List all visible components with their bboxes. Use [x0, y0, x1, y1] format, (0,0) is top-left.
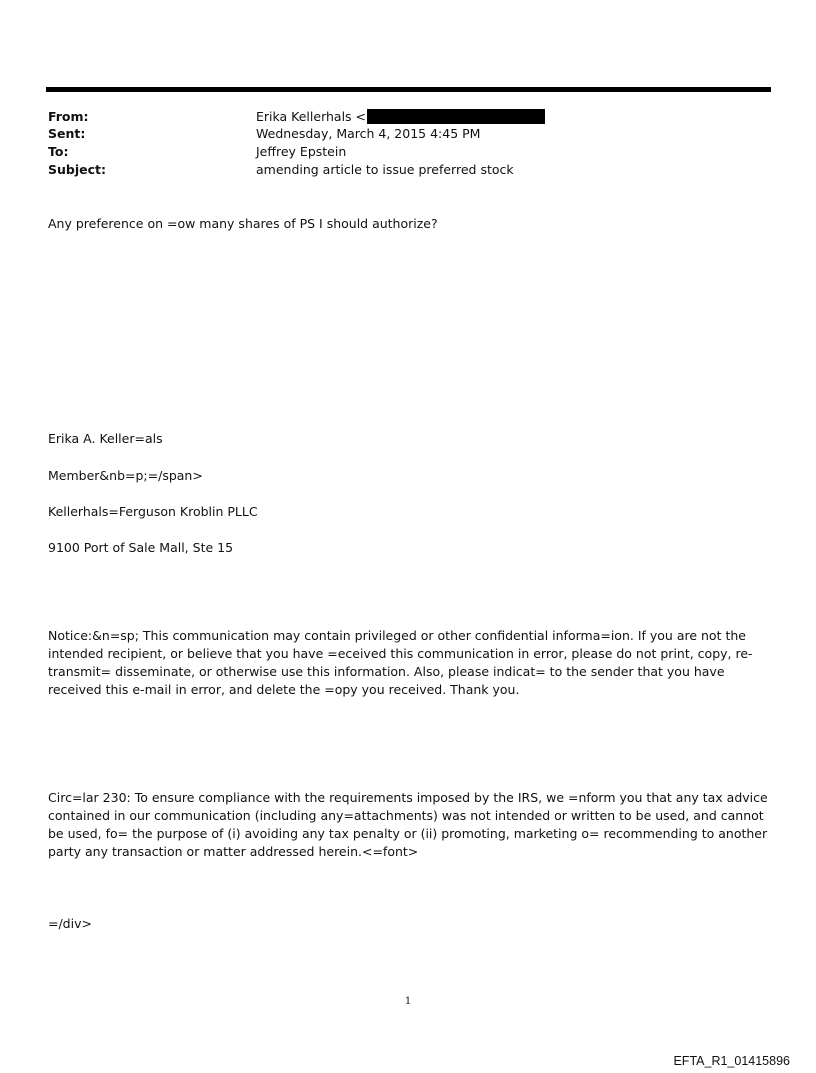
signature-title: Member&nb=p;=/span>: [48, 468, 203, 483]
subject-value: amending article to issue preferred stock: [256, 162, 514, 177]
signature-firm: Kellerhals=Ferguson Kroblin PLLC: [48, 504, 258, 519]
to-label: To:: [48, 144, 69, 159]
sent-value: Wednesday, March 4, 2015 4:45 PM: [256, 126, 481, 141]
to-value: Jeffrey Epstein: [256, 144, 347, 159]
subject-label: Subject:: [48, 162, 106, 177]
confidentiality-notice: Notice:&n=sp; This communication may contain privileged or other confidential informa=ion. If you are not the intended recipient, or believe that you have =eceived this communication in error, please do not print, copy, re-transmit= disseminate, or otherwise use this information. Also, please indicat= to the sender that you have received this e-mail in error, and delete the =opy you received. Thank you.: [48, 628, 753, 697]
trailing-markup: =/div>: [48, 916, 92, 931]
page-number: 1: [404, 996, 412, 1007]
sender-name: Erika Kellerhals <: [256, 109, 366, 124]
circular-230-disclaimer: Circ=lar 230: To ensure compliance with the requirements imposed by the IRS, we =nform you that any tax advice contained in our communication (including any=attachments) was not intended or written to be used, and cannot be used, fo= the purpose of (i) avoiding any tax penalty or (ii) promoting, marketing o= recommending to another party any transaction or matter addressed herein.<=font>: [48, 790, 768, 859]
message-question: Any preference on =ow many shares of PS I should authorize?: [48, 216, 438, 231]
signature-address: 9100 Port of Sale Mall, Ste 15: [48, 540, 234, 555]
document-id: EFTA_R1_01415896: [673, 1054, 790, 1068]
from-value: [256, 108, 545, 126]
redaction-bar: [367, 109, 545, 124]
signature-name: Erika A. Keller=als: [48, 431, 163, 446]
header-divider: [46, 87, 771, 92]
from-label: From:: [48, 109, 89, 124]
sent-label: Sent:: [48, 126, 86, 141]
